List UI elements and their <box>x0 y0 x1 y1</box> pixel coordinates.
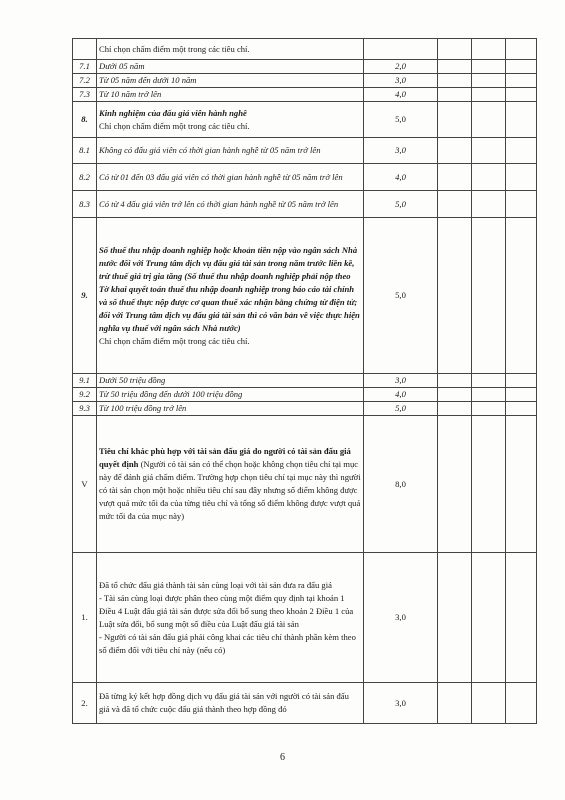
criteria-text: Từ 50 triệu đồng đến dưới 100 triệu đồng <box>99 389 243 399</box>
max-score-cell <box>364 191 438 218</box>
max-score-cell <box>364 218 438 374</box>
criteria-cell <box>97 374 364 388</box>
row-number-cell <box>73 60 97 74</box>
table-row <box>73 60 537 74</box>
criteria-cell <box>97 416 364 553</box>
criteria-cell <box>97 683 364 724</box>
score-entry-cell <box>472 88 506 102</box>
score-entry-cell <box>438 402 472 416</box>
table-row <box>73 88 537 102</box>
criteria-text: Có từ 01 đến 03 đấu giá viên có thời gian hành nghề từ 05 năm trở lên <box>99 171 343 182</box>
score-entry-cell <box>472 191 506 218</box>
score-entry-cell <box>438 191 472 218</box>
score-entry-cell <box>506 60 537 74</box>
criteria-heading: Kinh nghiệm của đấu giá viên hành nghề <box>99 107 247 118</box>
row-number-cell <box>73 374 97 388</box>
score-entry-cell <box>506 102 537 138</box>
criteria-heading: Số thuế thu nhập doanh nghiệp hoặc khoản tiền nộp vào ngân sách Nhà nước đối với Trung tâm dịch vụ đấu giá tài sản trong năm trước liền kề, trừ thuế giá trị gia tăng (Số thuế thu nhập doanh nghiệp phải nộp theo Tờ khai quyết toán thuế thu nhập doanh nghiệp trong báo cáo tài chính và số thuế thực nộp được cơ quan thuế xác nhận bằng chứng từ điện tử; đối với Trung tâm dịch vụ đấu giá tài sản thì có văn bản về việc thực hiện nghĩa vụ thuế với ngân sách Nhà nước) <box>99 244 360 333</box>
score-entry-cell <box>438 683 472 724</box>
criteria-line: - Người có tài sản đấu giá phải công khai các tiêu chí thành phần kèm theo số điểm đối với tiêu chí này (nếu có) <box>99 631 356 655</box>
row-number: 8.3 <box>79 198 90 209</box>
score-entry-cell <box>506 164 537 191</box>
table-row <box>73 164 537 191</box>
table-row <box>73 102 537 138</box>
score-entry-cell <box>506 683 537 724</box>
score-entry-cell <box>472 388 506 402</box>
criteria-cell <box>97 138 364 164</box>
table-row <box>73 553 537 683</box>
score-entry-cell <box>438 138 472 164</box>
score-entry-cell <box>506 74 537 88</box>
max-score-cell <box>364 74 438 88</box>
score-entry-cell <box>438 416 472 553</box>
criteria-cell <box>97 553 364 683</box>
score-entry-cell <box>472 683 506 724</box>
row-number-cell <box>73 218 97 374</box>
table-row <box>73 683 537 724</box>
score-entry-cell <box>438 102 472 138</box>
table-row <box>73 39 537 60</box>
row-number-cell <box>73 138 97 164</box>
max-score-cell <box>364 402 438 416</box>
row-number-cell <box>73 74 97 88</box>
table-row <box>73 402 537 416</box>
row-number: 2. <box>81 697 88 708</box>
max-score: 3,0 <box>395 375 406 385</box>
row-number: 7.3 <box>79 89 90 99</box>
max-score-cell <box>364 39 438 60</box>
row-number: 8.2 <box>79 171 90 182</box>
row-number: 1. <box>81 612 88 622</box>
criteria-text: Dưới 05 năm <box>99 61 145 71</box>
max-score: 3,0 <box>395 612 406 622</box>
score-entry-cell <box>472 39 506 60</box>
max-score-cell <box>364 374 438 388</box>
criteria-cell <box>97 164 364 191</box>
row-number-cell <box>73 388 97 402</box>
score-entry-cell <box>438 218 472 374</box>
score-entry-cell <box>472 74 506 88</box>
row-number-cell <box>73 102 97 138</box>
criteria-cell <box>97 60 364 74</box>
max-score: 5,0 <box>395 403 406 413</box>
score-entry-cell <box>438 164 472 191</box>
criteria-line: Đã tổ chức đấu giá thành tài sản cùng loại với tài sản đưa ra đấu giá <box>99 579 332 590</box>
score-entry-cell <box>506 374 537 388</box>
max-score: 4,0 <box>395 89 406 99</box>
criteria-text: Chỉ chọn chấm điểm một trong các tiêu chí. <box>99 120 250 131</box>
row-number-cell <box>73 88 97 102</box>
criteria-text: Không có đấu giá viên có thời gian hành nghề từ 05 năm trở lên <box>99 145 321 155</box>
score-entry-cell <box>472 416 506 553</box>
scoring-table <box>72 38 537 724</box>
max-score: 4,0 <box>395 171 406 182</box>
row-number: V <box>81 478 88 489</box>
score-entry-cell <box>472 102 506 138</box>
max-score-cell <box>364 683 438 724</box>
max-score: 5,0 <box>395 114 406 124</box>
criteria-text: (Người có tài sản có thể chọn hoặc không chọn tiêu chí tại mục này để đánh giá chấm điểm. Trường hợp chọn tiêu chí tại mục này thì người có tài sản chọn một hoặc nhiều tiêu chí sau đây nhưng số điểm không được vượt quá mức tối đa của từng tiêu chí và tổng số điểm không được vượt quá mức tối đa của mục này) <box>99 459 361 521</box>
criteria-cell <box>97 39 364 60</box>
criteria-text: Từ 100 triệu đồng trở lên <box>99 403 187 413</box>
row-number: 9. <box>81 290 88 300</box>
score-entry-cell <box>438 388 472 402</box>
table-row <box>73 374 537 388</box>
score-entry-cell <box>472 164 506 191</box>
criteria-text: Dưới 50 triệu đồng <box>99 375 166 385</box>
criteria-text: Từ 05 năm đến dưới 10 năm <box>99 75 197 85</box>
criteria-cell <box>97 402 364 416</box>
row-number-cell <box>73 683 97 724</box>
score-entry-cell <box>506 416 537 553</box>
max-score: 2,0 <box>395 61 406 71</box>
score-entry-cell <box>506 138 537 164</box>
page-number: 6 <box>280 752 285 763</box>
max-score-cell <box>364 88 438 102</box>
row-number: 8.1 <box>79 145 90 155</box>
scoring-table-body <box>73 39 537 724</box>
max-score-cell <box>364 164 438 191</box>
row-number: 9.3 <box>79 403 90 413</box>
table-row <box>73 191 537 218</box>
criteria-text: Từ 10 năm trở lên <box>99 89 162 99</box>
score-entry-cell <box>506 402 537 416</box>
criteria-cell <box>97 88 364 102</box>
score-entry-cell <box>438 88 472 102</box>
score-entry-cell <box>472 218 506 374</box>
criteria-heading: Tiêu chí khác phù hợp với tài sản đấu giá do người có tài sản đấu giá quyết định <box>99 446 351 469</box>
criteria-text: Chỉ chọn chấm điểm một trong các tiêu chí. <box>99 335 250 346</box>
score-entry-cell <box>472 553 506 683</box>
criteria-cell <box>97 218 364 374</box>
table-row <box>73 138 537 164</box>
table-row <box>73 218 537 374</box>
row-number-cell <box>73 164 97 191</box>
criteria-text: Có từ 4 đấu giá viên trở lên có thời gian hành nghề từ 05 năm trở lên <box>99 198 339 209</box>
row-number: 9.2 <box>79 389 90 399</box>
row-number-cell <box>73 416 97 553</box>
score-entry-cell <box>506 88 537 102</box>
max-score: 3,0 <box>395 697 406 708</box>
row-number: 8. <box>81 114 88 124</box>
criteria-cell <box>97 388 364 402</box>
row-number: 7.1 <box>79 61 90 71</box>
score-entry-cell <box>472 374 506 388</box>
score-entry-cell <box>472 402 506 416</box>
table-row <box>73 388 537 402</box>
score-entry-cell <box>506 553 537 683</box>
criteria-cell <box>97 74 364 88</box>
criteria-text: Đã từng ký kết hợp đồng dịch vụ đấu giá tài sản với người có tài sản đấu giá và đã tổ chức cuộc đấu giá thành theo hợp đồng đó <box>99 691 349 714</box>
criteria-line: - Tài sản cùng loại được phân theo cùng một điểm quy định tại khoản 1 Điều 4 Luật đấu giá tài sản được sửa đổi bổ sung theo khoản 2 Điều 1 của Luật sửa đổi, bổ sung một số điều của Luật đấu giá tài sản <box>99 592 354 629</box>
score-entry-cell <box>472 60 506 74</box>
table-row <box>73 74 537 88</box>
score-entry-cell <box>438 60 472 74</box>
max-score-cell <box>364 553 438 683</box>
score-entry-cell <box>506 39 537 60</box>
score-entry-cell <box>438 553 472 683</box>
score-entry-cell <box>472 138 506 164</box>
row-number: 9.1 <box>79 375 90 385</box>
score-entry-cell <box>506 388 537 402</box>
criteria-cell <box>97 191 364 218</box>
row-number: 7.2 <box>79 75 90 85</box>
row-number-cell <box>73 402 97 416</box>
max-score: 5,0 <box>395 290 406 300</box>
max-score: 5,0 <box>395 198 406 209</box>
max-score: 3,0 <box>395 75 406 85</box>
max-score: 4,0 <box>395 389 406 399</box>
row-number-cell <box>73 553 97 683</box>
criteria-text: Chỉ chọn chấm điểm một trong các tiêu chí. <box>99 43 250 54</box>
criteria-cell <box>97 102 364 138</box>
score-entry-cell <box>438 74 472 88</box>
score-entry-cell <box>506 191 537 218</box>
score-entry-cell <box>438 374 472 388</box>
max-score: 8,0 <box>395 478 406 489</box>
max-score: 3,0 <box>395 145 406 155</box>
max-score-cell <box>364 60 438 74</box>
row-number-cell <box>73 191 97 218</box>
max-score-cell <box>364 102 438 138</box>
max-score-cell <box>364 416 438 553</box>
score-entry-cell <box>438 39 472 60</box>
row-number-cell <box>73 39 97 60</box>
max-score-cell <box>364 388 438 402</box>
max-score-cell <box>364 138 438 164</box>
table-row <box>73 416 537 553</box>
score-entry-cell <box>506 218 537 374</box>
